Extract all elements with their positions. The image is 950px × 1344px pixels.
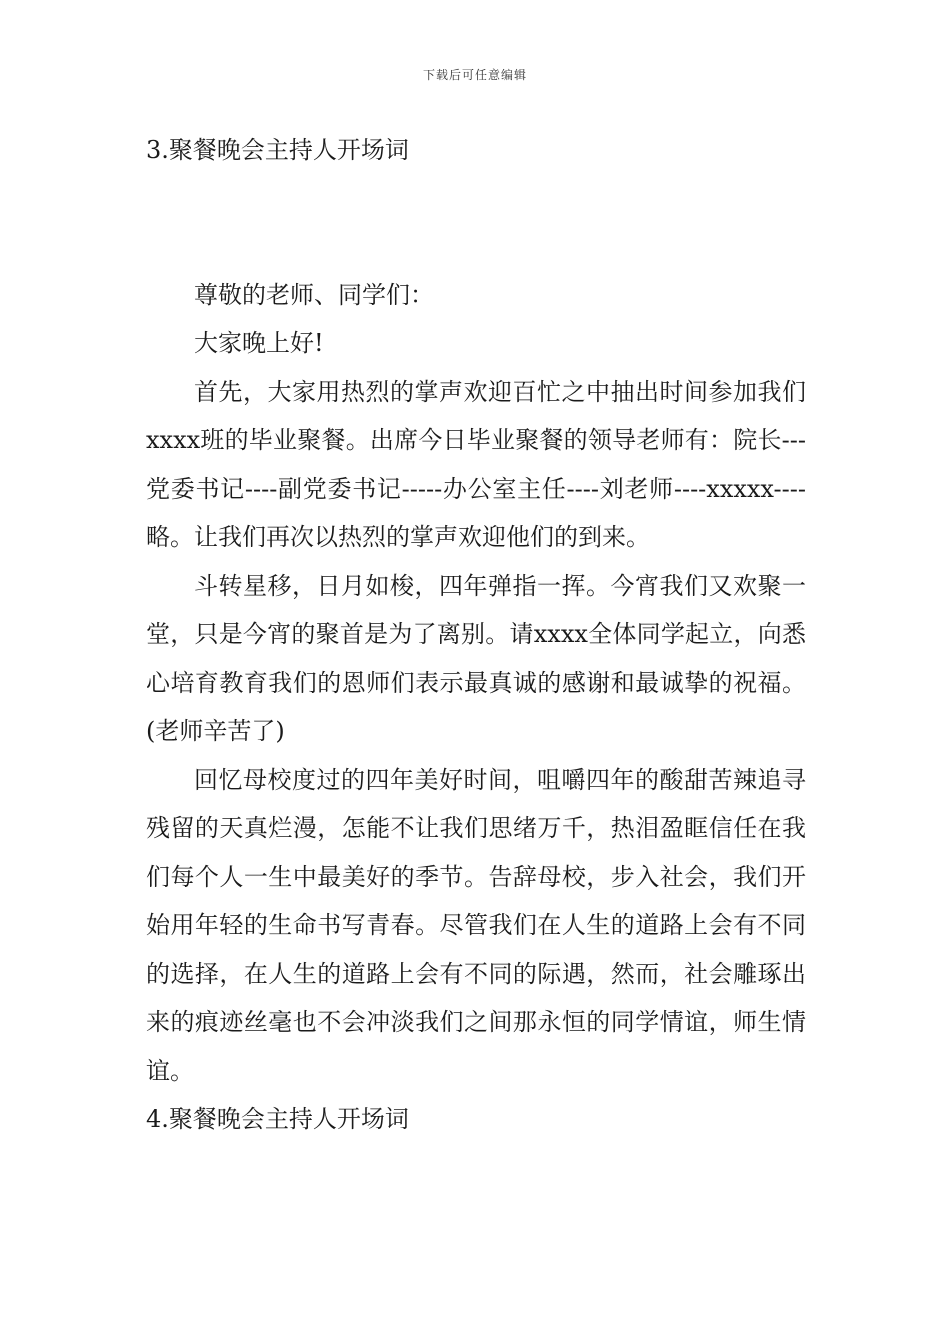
section-4-title: 4.聚餐晚会主持人开场词	[146, 1105, 409, 1133]
greeting: 大家晚上好!	[194, 329, 324, 357]
blank-line	[146, 223, 806, 271]
paragraph-farewell: 斗转星移，日月如梭，四年弹指一挥。今宵我们又欢聚一堂，只是今宵的聚首是为了离别。请xxxx全体同学起立，向悉心培育教育我们的恩师们表示最真诚的感谢和最诚挚的祝福。(老师辛苦了)	[146, 571, 806, 745]
paragraph-memories: 回忆母校度过的四年美好时间，咀嚼四年的酸甜苦辣追寻残留的天真烂漫，怎能不让我们思绪万千，热泪盈眶信任在我们每个人一生中最美好的季节。告辞母校，步入社会，我们开始用年轻的生命书写青春。尽管我们在人生的道路上会有不同的选择，在人生的道路上会有不同的际遇，然而，社会雕琢出来的痕迹丝毫也不会冲淡我们之间那永恒的同学情谊，师生情谊。	[146, 765, 806, 1085]
paragraph-welcome: 首先，大家用热烈的掌声欢迎百忙之中抽出时间参加我们xxxx班的毕业聚餐。出席今日毕业聚餐的领导老师有：院长---党委书记----副党委书记-----办公室主任----刘老师----xxxxx----略。让我们再次以热烈的掌声欢迎他们的到来。	[146, 377, 806, 551]
section-3-title: 3.聚餐晚会主持人开场词	[146, 136, 409, 164]
document-body	[146, 126, 806, 1144]
page-header-note: 下载后可任意编辑	[422, 68, 527, 82]
salutation: 尊敬的老师、同学们：	[194, 280, 434, 309]
blank-line	[146, 175, 806, 223]
